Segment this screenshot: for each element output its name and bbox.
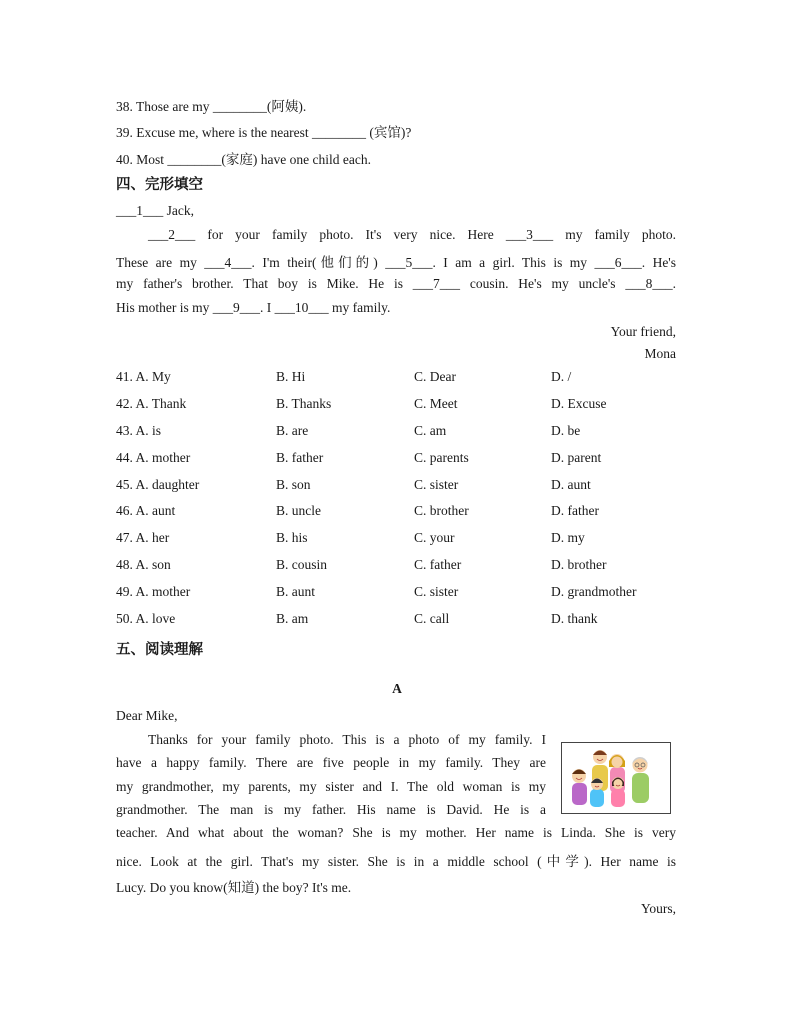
option-b: B. his: [276, 530, 308, 545]
option-c: C. sister: [414, 584, 459, 599]
option-a: 48. A. son: [116, 557, 171, 572]
reading-line-7: Lucy. Do you know(知道) the boy? It's me.: [116, 880, 352, 895]
reading-line-1: Thanks for your family photo. This is a photo of my family. I: [148, 732, 546, 747]
options-row-42: [116, 396, 676, 414]
family-illustration: [562, 743, 670, 813]
option-d: D. parent: [551, 450, 602, 465]
option-d: D. grandmother: [551, 584, 637, 599]
option-b: B. Thanks: [276, 396, 332, 411]
option-a: 41. A. My: [116, 369, 171, 384]
question-40: 40. Most ________(家庭) have one child each.: [116, 152, 371, 167]
option-b: B. cousin: [276, 557, 328, 572]
option-d: D. brother: [551, 557, 607, 572]
reading-closing: Yours,: [640, 901, 676, 916]
option-d: D. aunt: [551, 477, 591, 492]
option-a: 42. A. Thank: [116, 396, 187, 411]
option-d: D. father: [551, 503, 599, 518]
options-row-43: [116, 423, 676, 441]
cloze-line-4: His mother is my ___9___. I ___10___ my family.: [116, 300, 391, 315]
option-a: 44. A. mother: [116, 450, 191, 465]
reading-line-5: teacher. And what about the woman? She is my mother. Her name is Linda. She is very: [116, 825, 676, 840]
option-b: B. aunt: [276, 584, 315, 599]
question-39: 39. Excuse me, where is the nearest ________ (宾馆)?: [116, 125, 412, 140]
option-b: B. father: [276, 450, 324, 465]
section-heading-reading: 五、阅读理解: [116, 642, 203, 658]
option-d: D. be: [551, 423, 581, 438]
option-c: C. am: [414, 423, 447, 438]
option-c: C. call: [414, 611, 450, 626]
option-a: 47. A. her: [116, 530, 170, 545]
options-row-47: [116, 530, 676, 548]
options-row-44: [116, 450, 676, 468]
option-d: D. thank: [551, 611, 598, 626]
reading-line-2: have a happy family. There are five people in my family. They are: [116, 755, 546, 770]
reading-salutation: Dear Mike,: [116, 708, 178, 723]
option-d: D. Excuse: [551, 396, 607, 411]
option-a: 50. A. love: [116, 611, 176, 626]
option-c: C. your: [414, 530, 455, 545]
reading-line-6: nice. Look at the girl. That's my sister. She is in a middle school (中学). Her name is: [116, 854, 676, 869]
cloze-line-3: my father's brother. That boy is Mike. He is ___7___ cousin. He's my uncle's ___8___.: [116, 276, 676, 291]
option-a: 43. A. is: [116, 423, 162, 438]
option-c: C. Dear: [414, 369, 456, 384]
question-38: 38. Those are my ________(阿姨).: [116, 99, 307, 114]
options-row-46: [116, 503, 676, 521]
options-row-48: [116, 557, 676, 575]
option-a: 45. A. daughter: [116, 477, 200, 492]
cloze-line-1: ___2___ for your family photo. It's very nice. Here ___3___ my family photo.: [148, 227, 676, 242]
option-b: B. uncle: [276, 503, 321, 518]
option-c: C. Meet: [414, 396, 458, 411]
cloze-signature: Mona: [644, 346, 676, 361]
option-a: 49. A. mother: [116, 584, 191, 599]
option-c: C. parents: [414, 450, 469, 465]
option-d: D. /: [551, 369, 572, 384]
options-row-50: [116, 611, 676, 629]
family-photo-image: [561, 742, 671, 814]
option-a: 46. A. aunt: [116, 503, 176, 518]
option-b: B. Hi: [276, 369, 306, 384]
option-b: B. son: [276, 477, 311, 492]
section-heading-cloze: 四、完形填空: [116, 177, 203, 193]
option-d: D. my: [551, 530, 585, 545]
options-row-49: [116, 584, 676, 602]
options-row-45: [116, 477, 676, 495]
option-c: C. brother: [414, 503, 469, 518]
cloze-salutation: ___1___ Jack,: [116, 203, 194, 218]
cloze-closing: Your friend,: [610, 324, 676, 339]
option-b: B. am: [276, 611, 309, 626]
option-b: B. are: [276, 423, 309, 438]
options-row-41: [116, 369, 676, 387]
option-c: C. father: [414, 557, 462, 572]
reading-line-3: my grandmother, my parents, my sister and I. The old woman is my: [116, 779, 546, 794]
cloze-line-2: These are my ___4___. I'm their(他们的) ___5___. I am a girl. This is my ___6___. He's: [116, 255, 676, 270]
option-c: C. sister: [414, 477, 459, 492]
passage-label: A: [392, 681, 402, 696]
reading-line-4: grandmother. The man is my father. His name is David. He is a: [116, 802, 546, 817]
